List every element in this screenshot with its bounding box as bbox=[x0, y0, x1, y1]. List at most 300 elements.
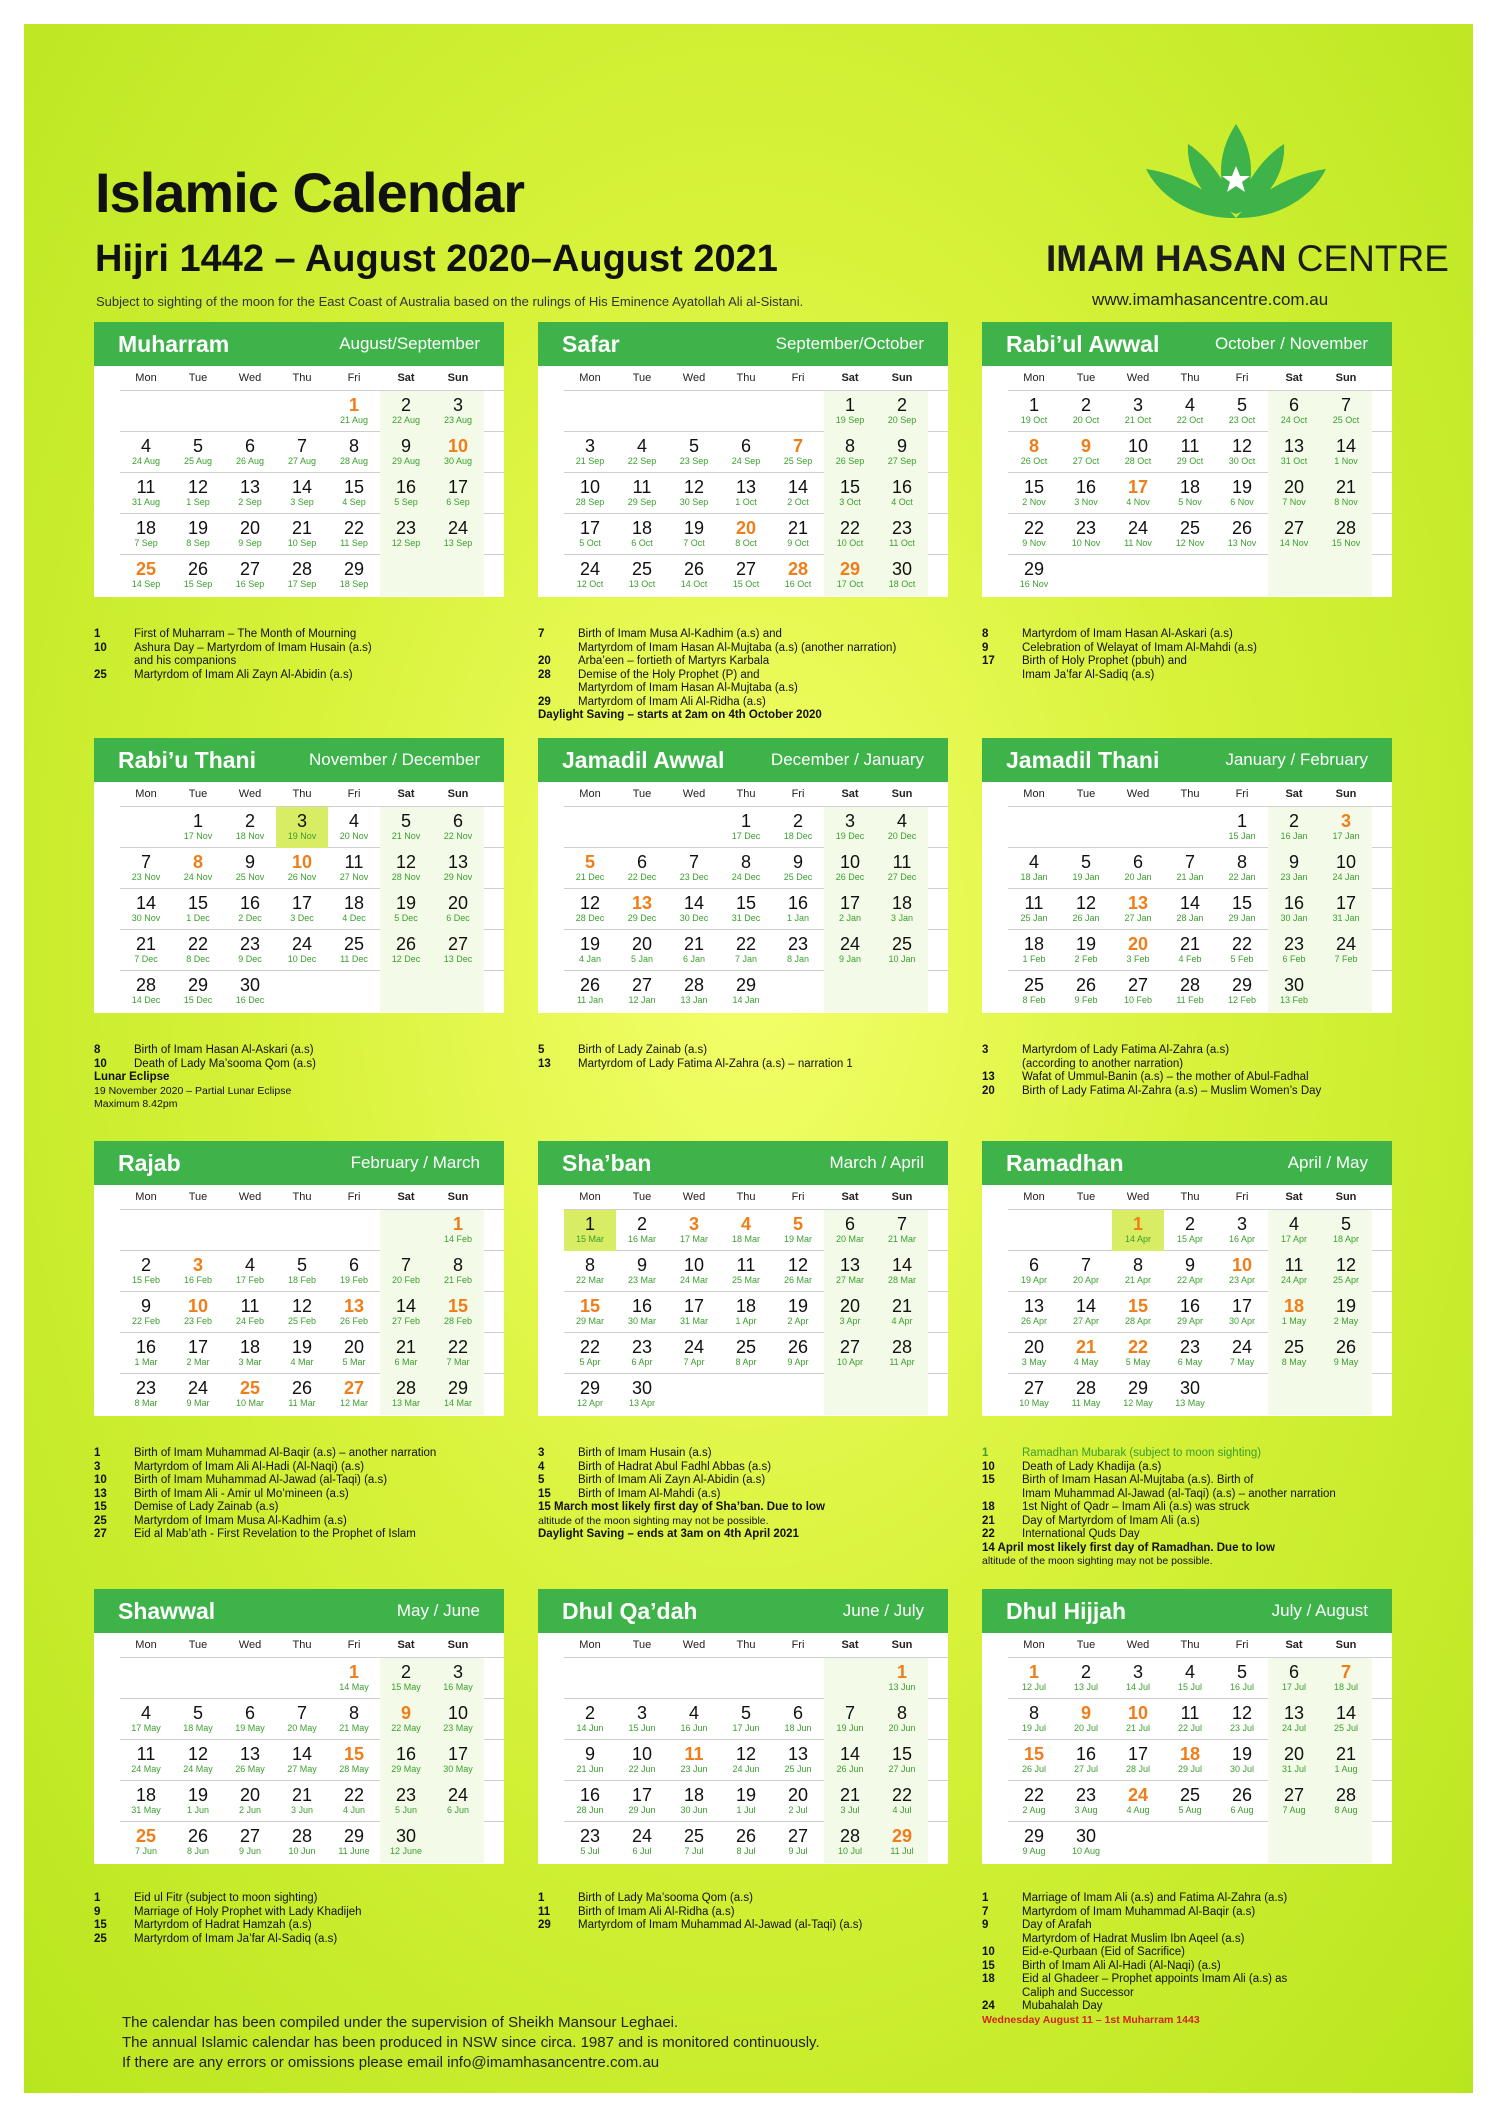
day-cell bbox=[668, 848, 720, 889]
hijri-day: 2 bbox=[400, 395, 411, 415]
weekday-label: Sun bbox=[891, 1639, 913, 1651]
note-line bbox=[982, 1906, 1402, 1920]
day-cell bbox=[172, 1658, 224, 1699]
note-line: Maximum 8.42pm bbox=[94, 1098, 178, 1110]
weekday-label: Thu bbox=[292, 788, 312, 800]
month-name: Safar bbox=[562, 330, 620, 357]
day-cell bbox=[1008, 1210, 1060, 1251]
day-cell bbox=[432, 1210, 484, 1251]
weekday-label: Tue bbox=[1076, 372, 1096, 384]
weekday-label: Tue bbox=[188, 788, 208, 800]
weekday-label: Tue bbox=[188, 1191, 208, 1203]
day-cell bbox=[720, 1699, 772, 1740]
weekday-label: Wed bbox=[682, 788, 706, 800]
day-cell bbox=[1268, 971, 1320, 1012]
gregorian-date: 16 Jan bbox=[1280, 831, 1308, 841]
hijri-day: 9 bbox=[140, 1296, 151, 1316]
hijri-day: 15 bbox=[891, 1744, 913, 1764]
note-day: 29 bbox=[538, 1919, 551, 1931]
gregorian-months: May / June bbox=[396, 1601, 480, 1620]
day-cell bbox=[772, 432, 824, 473]
hijri-day: 11 bbox=[1284, 1255, 1304, 1275]
hijri-day: 29 bbox=[1127, 1378, 1149, 1398]
day-cell bbox=[172, 1822, 224, 1863]
day-cell bbox=[1164, 1822, 1216, 1863]
note-day bbox=[982, 1488, 1022, 1502]
day-cell bbox=[668, 514, 720, 555]
day-cell bbox=[824, 1781, 876, 1822]
day-cell bbox=[1112, 514, 1164, 555]
gregorian-date: 24 Jan bbox=[1332, 872, 1360, 882]
hijri-day: 9 bbox=[400, 436, 411, 456]
gregorian-date: 4 Mar bbox=[290, 1357, 314, 1367]
weeks bbox=[982, 390, 1392, 597]
week-row bbox=[564, 888, 948, 929]
gregorian-date: 27 Mar bbox=[835, 1275, 864, 1285]
weekday-label: Mon bbox=[135, 1639, 157, 1651]
hijri-day: 18 bbox=[135, 1785, 157, 1805]
gregorian-date: 10 May bbox=[1019, 1398, 1049, 1408]
gregorian-date: 16 Jul bbox=[1229, 1682, 1255, 1692]
hijri-day: 14 bbox=[1335, 436, 1357, 456]
gregorian-date: 10 Jul bbox=[837, 1846, 863, 1856]
note-text: Celebration of Welayat of Imam Al-Mahdi (a.s) bbox=[1022, 641, 1257, 654]
day-cell bbox=[720, 930, 772, 971]
note-text: International Quds Day bbox=[1022, 1528, 1140, 1540]
day-cell bbox=[1216, 1374, 1268, 1415]
day-cell bbox=[1268, 514, 1320, 555]
hijri-day: 5 bbox=[792, 1214, 803, 1234]
gregorian-date: 30 Oct bbox=[1228, 456, 1256, 466]
gregorian-date: 7 Sep bbox=[134, 538, 158, 548]
day-cell bbox=[876, 432, 928, 473]
gregorian-date: 23 Oct bbox=[1228, 415, 1256, 425]
note-text: Birth of Imam Muhammad Al-Jawad (al-Taqi) (a.s) bbox=[134, 1474, 388, 1486]
note-day: 28 bbox=[538, 668, 551, 681]
day-cell bbox=[380, 1374, 432, 1415]
day-cell bbox=[1060, 1251, 1112, 1292]
day-cell bbox=[432, 1699, 484, 1740]
hijri-day: 2 bbox=[792, 811, 803, 831]
hijri-day: 8 bbox=[348, 436, 359, 456]
day-cell bbox=[276, 473, 328, 514]
week-row bbox=[120, 513, 504, 554]
footer-line: If there are any errors or omissions please email info@imamhasancentre.com.au bbox=[122, 2054, 660, 2071]
day-cell bbox=[616, 1822, 668, 1863]
gregorian-date: 13 Oct bbox=[628, 579, 656, 589]
hijri-day: 30 bbox=[1283, 975, 1305, 995]
gregorian-date: 2 Nov bbox=[1022, 497, 1046, 507]
hijri-day: 6 bbox=[244, 1703, 255, 1723]
month-block bbox=[982, 1589, 1392, 1864]
weekday-label: Fri bbox=[791, 372, 805, 384]
gregorian-date: 9 Mar bbox=[186, 1398, 210, 1408]
gregorian-date: 1 Mar bbox=[134, 1357, 158, 1367]
month-name: Dhul Hijjah bbox=[1006, 1597, 1127, 1624]
gregorian-date: 9 Dec bbox=[238, 954, 262, 964]
hijri-day: 19 bbox=[395, 893, 417, 913]
day-cell bbox=[668, 391, 720, 432]
note-line bbox=[982, 628, 1402, 642]
note-line bbox=[94, 1461, 514, 1475]
hijri-day: 20 bbox=[343, 1337, 365, 1357]
hijri-day: 29 bbox=[1023, 559, 1045, 579]
weekday-label: Thu bbox=[736, 372, 756, 384]
month-header bbox=[982, 1141, 1392, 1185]
day-cell bbox=[1164, 807, 1216, 848]
day-cell bbox=[328, 514, 380, 555]
day-cell bbox=[1216, 807, 1268, 848]
calendar-page bbox=[24, 24, 1473, 2093]
weekday-label: Fri bbox=[791, 1191, 805, 1203]
gregorian-date: 30 Apr bbox=[1228, 1316, 1256, 1326]
day-cell bbox=[328, 1740, 380, 1781]
day-cell bbox=[172, 1699, 224, 1740]
hijri-day: 22 bbox=[579, 1337, 601, 1357]
hijri-day: 12 bbox=[187, 477, 209, 497]
note-line bbox=[94, 1501, 514, 1515]
gregorian-date: 21 May bbox=[339, 1723, 369, 1733]
hijri-day: 9 bbox=[244, 852, 255, 872]
gregorian-date: 15 Jan bbox=[1228, 831, 1256, 841]
hijri-day: 2 bbox=[244, 811, 255, 831]
month-header bbox=[982, 1589, 1392, 1633]
note-text: Martyrdom of Hadrat Muslim Ibn Aqeel (a.s) bbox=[1022, 1932, 1245, 1945]
gregorian-date: 21 Mar bbox=[887, 1234, 916, 1244]
day-cell bbox=[1060, 807, 1112, 848]
gregorian-date: 11 June bbox=[338, 1846, 370, 1856]
hijri-day: 20 bbox=[631, 934, 653, 954]
note-line bbox=[94, 1447, 514, 1461]
week-row bbox=[1008, 1780, 1392, 1821]
hijri-day: 25 bbox=[135, 1826, 157, 1846]
note-line bbox=[982, 1919, 1402, 1933]
note-line bbox=[94, 1528, 514, 1542]
note-day bbox=[538, 682, 578, 696]
gregorian-date: 11 Apr bbox=[889, 1357, 915, 1367]
gregorian-date: 23 Jun bbox=[680, 1764, 708, 1774]
note-line: Wednesday August 11 – 1st Muharram 1443 bbox=[982, 2013, 1200, 2026]
note-day: 13 bbox=[538, 1057, 551, 1070]
day-cell bbox=[876, 1699, 928, 1740]
day-cell bbox=[720, 889, 772, 930]
day-cell bbox=[432, 848, 484, 889]
day-cell bbox=[380, 889, 432, 930]
gregorian-date: 1 Sep bbox=[186, 497, 210, 507]
month-notes bbox=[982, 1892, 1402, 2027]
day-cell bbox=[1216, 848, 1268, 889]
note-text: Birth of Imam Muhammad Al-Baqir (a.s) – another narration bbox=[134, 1447, 437, 1459]
gregorian-date: 17 Jul bbox=[1281, 1682, 1307, 1692]
note-day: 15 bbox=[538, 1487, 551, 1500]
day-cell bbox=[1216, 555, 1268, 596]
day-cell bbox=[276, 848, 328, 889]
month-notes bbox=[94, 628, 514, 682]
day-cell bbox=[1268, 1699, 1320, 1740]
note-day: 10 bbox=[94, 641, 107, 654]
hijri-day: 15 bbox=[343, 1744, 365, 1764]
gregorian-date: 20 Nov bbox=[339, 831, 369, 841]
hijri-day: 3 bbox=[452, 1662, 463, 1682]
day-cell bbox=[1008, 807, 1060, 848]
hijri-day: 7 bbox=[140, 852, 151, 872]
gregorian-date: 7 Jun bbox=[134, 1846, 158, 1856]
note-line bbox=[982, 1946, 1402, 1960]
day-cell bbox=[224, 930, 276, 971]
day-cell bbox=[824, 1374, 876, 1415]
gregorian-date: 9 Sep bbox=[238, 538, 262, 548]
hijri-day: 24 bbox=[683, 1337, 705, 1357]
hijri-day: 20 bbox=[239, 518, 261, 538]
note-text: Marriage of Holy Prophet with Lady Khadijeh bbox=[134, 1905, 362, 1918]
hijri-day: 25 bbox=[343, 934, 365, 954]
hijri-day: 26 bbox=[787, 1337, 809, 1357]
hijri-day: 24 bbox=[1127, 518, 1149, 538]
hijri-day: 27 bbox=[1283, 1785, 1305, 1805]
week-row bbox=[564, 431, 948, 472]
hijri-day: 22 bbox=[1023, 518, 1045, 538]
gregorian-date: 23 Nov bbox=[131, 872, 161, 882]
day-cell bbox=[616, 473, 668, 514]
day-cell bbox=[432, 432, 484, 473]
hijri-day: 10 bbox=[1127, 1703, 1149, 1723]
hijri-day: 22 bbox=[343, 1785, 365, 1805]
gregorian-date: 11 Feb bbox=[1176, 995, 1204, 1005]
day-cell bbox=[564, 1699, 616, 1740]
hijri-day: 11 bbox=[136, 1744, 156, 1764]
gregorian-date: 28 Nov bbox=[391, 872, 421, 882]
note-text: Eid-e-Qurbaan (Eid of Sacrifice) bbox=[1022, 1946, 1185, 1958]
hijri-day: 20 bbox=[839, 1296, 861, 1316]
weekday-label: Sun bbox=[447, 788, 469, 800]
weekday-row bbox=[982, 1633, 1392, 1657]
note-day: 1 bbox=[982, 1892, 989, 1904]
hijri-day: 26 bbox=[187, 559, 209, 579]
week-row bbox=[564, 847, 948, 888]
hijri-day: 16 bbox=[787, 893, 809, 913]
hijri-day: 15 bbox=[1023, 477, 1045, 497]
day-cell bbox=[1216, 1699, 1268, 1740]
day-cell bbox=[772, 514, 824, 555]
weekday-label: Wed bbox=[1126, 1639, 1150, 1651]
gregorian-date: 23 Dec bbox=[679, 872, 709, 882]
gregorian-date: 23 Feb bbox=[183, 1316, 213, 1326]
day-cell bbox=[1268, 1658, 1320, 1699]
day-cell bbox=[328, 1781, 380, 1822]
website-link[interactable]: www.imamhasancentre.com.au bbox=[1092, 290, 1329, 309]
hijri-day: 25 bbox=[683, 1826, 705, 1846]
gregorian-date: 11 May bbox=[1071, 1398, 1101, 1408]
weekday-label: Thu bbox=[736, 1639, 756, 1651]
weekday-label: Mon bbox=[1023, 372, 1045, 384]
gregorian-date: 6 Oct bbox=[631, 538, 653, 548]
day-cell bbox=[1008, 555, 1060, 596]
day-cell bbox=[172, 1781, 224, 1822]
day-cell bbox=[380, 432, 432, 473]
week-row bbox=[564, 806, 948, 847]
gregorian-date: 14 Jun bbox=[576, 1723, 604, 1733]
hijri-day: 24 bbox=[187, 1378, 209, 1398]
month-name: Shawwal bbox=[118, 1597, 216, 1624]
gregorian-months: August/September bbox=[339, 334, 480, 353]
day-cell bbox=[564, 1374, 616, 1415]
brand-name: IMAM HASAN CENTRE bbox=[1046, 238, 1449, 279]
day-cell bbox=[120, 1822, 172, 1863]
gregorian-date: 23 Apr bbox=[1228, 1275, 1256, 1285]
hijri-day: 14 bbox=[839, 1744, 861, 1764]
note-line bbox=[538, 1461, 958, 1475]
gregorian-date: 23 Aug bbox=[443, 415, 473, 425]
gregorian-date: 15 Mar bbox=[575, 1234, 604, 1244]
month-header bbox=[982, 322, 1392, 366]
hijri-day: 16 bbox=[1283, 893, 1305, 913]
gregorian-date: 28 Feb bbox=[443, 1316, 473, 1326]
note-line: 15 March most likely first day of Sha’ban. Due to low bbox=[538, 1501, 825, 1513]
gregorian-date: 13 Jul bbox=[1073, 1682, 1099, 1692]
note-day bbox=[94, 655, 134, 669]
hijri-day: 15 bbox=[447, 1296, 469, 1316]
day-cell bbox=[1320, 1292, 1372, 1333]
day-cell bbox=[1112, 1740, 1164, 1781]
day-cell bbox=[824, 432, 876, 473]
weeks bbox=[982, 1657, 1392, 1864]
weekday-label: Mon bbox=[1023, 788, 1045, 800]
day-cell bbox=[432, 1292, 484, 1333]
day-cell bbox=[564, 1292, 616, 1333]
day-cell bbox=[172, 432, 224, 473]
day-cell bbox=[1268, 889, 1320, 930]
hijri-day: 23 bbox=[1283, 934, 1305, 954]
day-cell bbox=[120, 514, 172, 555]
note-day bbox=[538, 642, 578, 656]
day-cell bbox=[120, 1333, 172, 1374]
note-line bbox=[538, 1058, 958, 1072]
note-text: Martyrdom of Lady Fatima Al-Zahra (a.s) – narration 1 bbox=[578, 1057, 853, 1070]
hijri-day: 8 bbox=[348, 1703, 359, 1723]
weeks bbox=[538, 806, 948, 1013]
note-line: altitude of the moon sighting may not be possible. bbox=[538, 1514, 769, 1527]
day-cell bbox=[668, 1292, 720, 1333]
note-line bbox=[538, 669, 958, 683]
gregorian-months: March / April bbox=[829, 1153, 924, 1172]
day-cell bbox=[1112, 473, 1164, 514]
hijri-day: 28 bbox=[1179, 975, 1201, 995]
day-cell bbox=[876, 1292, 928, 1333]
gregorian-date: 30 Sep bbox=[679, 497, 709, 507]
week-row bbox=[564, 390, 948, 431]
hijri-day: 3 bbox=[192, 1255, 203, 1275]
day-cell bbox=[120, 432, 172, 473]
gregorian-date: 21 Sep bbox=[575, 456, 605, 466]
weekday-label: Tue bbox=[1076, 788, 1096, 800]
day-cell bbox=[1320, 391, 1372, 432]
gregorian-date: 28 May bbox=[339, 1764, 369, 1774]
day-cell bbox=[1112, 1699, 1164, 1740]
weekday-row bbox=[538, 1185, 948, 1209]
month-grid bbox=[982, 366, 1392, 597]
weekday-label: Fri bbox=[1235, 372, 1249, 384]
day-cell bbox=[120, 1251, 172, 1292]
day-cell bbox=[120, 930, 172, 971]
day-cell bbox=[616, 889, 668, 930]
note-day: 21 bbox=[982, 1514, 995, 1527]
hijri-day: 23 bbox=[891, 518, 913, 538]
hijri-day: 2 bbox=[636, 1214, 647, 1234]
hijri-day: 24 bbox=[631, 1826, 653, 1846]
hijri-day: 19 bbox=[187, 1785, 209, 1805]
day-cell bbox=[328, 971, 380, 1012]
hijri-day: 17 bbox=[579, 518, 601, 538]
day-cell bbox=[1216, 1292, 1268, 1333]
gregorian-date: 26 Sep bbox=[835, 456, 865, 466]
week-row bbox=[1008, 1209, 1392, 1250]
day-cell bbox=[1268, 930, 1320, 971]
hijri-day: 29 bbox=[343, 1826, 365, 1846]
hijri-day: 24 bbox=[579, 559, 601, 579]
hijri-day: 12 bbox=[579, 893, 601, 913]
day-cell bbox=[772, 1374, 824, 1415]
note-day: 24 bbox=[982, 2000, 995, 2012]
month-name: Ramadhan bbox=[1006, 1149, 1124, 1176]
day-cell bbox=[380, 514, 432, 555]
weekday-label: Thu bbox=[1180, 1639, 1200, 1651]
gregorian-date: 31 Mar bbox=[679, 1316, 708, 1326]
note-text: and his companions bbox=[134, 655, 237, 667]
day-cell bbox=[276, 432, 328, 473]
day-cell bbox=[668, 1251, 720, 1292]
month-grid bbox=[982, 782, 1392, 1013]
note-day: 13 bbox=[94, 1487, 107, 1500]
gregorian-date: 7 Jan bbox=[734, 954, 758, 964]
hijri-day: 7 bbox=[792, 436, 803, 456]
day-cell bbox=[1112, 1251, 1164, 1292]
hijri-day: 20 bbox=[1023, 1337, 1045, 1357]
day-cell bbox=[1268, 1251, 1320, 1292]
hijri-day: 10 bbox=[447, 436, 469, 456]
gregorian-date: 25 Mar bbox=[731, 1275, 760, 1285]
day-cell bbox=[616, 555, 668, 596]
day-cell bbox=[564, 889, 616, 930]
day-cell bbox=[1008, 1292, 1060, 1333]
gregorian-date: 19 Jun bbox=[836, 1723, 864, 1733]
week-row bbox=[120, 847, 504, 888]
day-cell bbox=[616, 1292, 668, 1333]
day-cell bbox=[824, 555, 876, 596]
note-text: Martyrdom of Imam Ali Al-Ridha (a.s) bbox=[578, 695, 766, 708]
hijri-day: 22 bbox=[1023, 1785, 1045, 1805]
note-day: 18 bbox=[982, 1501, 995, 1513]
weekday-label: Mon bbox=[579, 372, 601, 384]
hijri-day: 18 bbox=[683, 1785, 705, 1805]
hijri-day: 2 bbox=[1080, 395, 1091, 415]
note-text: Imam Ja’far Al-Sadiq (a.s) bbox=[1022, 668, 1155, 681]
hijri-day: 17 bbox=[291, 893, 313, 913]
gregorian-date: 21 Aug bbox=[339, 415, 369, 425]
page-subtitle: Hijri 1442 – August 2020–August 2021 bbox=[95, 238, 778, 280]
gregorian-date: 9 Aug bbox=[1022, 1846, 1046, 1856]
note-text: Birth of Imam Al-Mahdi (a.s) bbox=[578, 1487, 721, 1500]
hijri-day: 14 bbox=[787, 477, 809, 497]
gregorian-date: 28 Jul bbox=[1125, 1764, 1151, 1774]
note-text: Ashura Day – Martyrdom of Imam Husain (a.s) bbox=[134, 641, 372, 654]
day-cell bbox=[876, 971, 928, 1012]
gregorian-date: 11 Jul bbox=[890, 1846, 914, 1856]
weekday-label: Sun bbox=[891, 1191, 913, 1203]
day-cell bbox=[1112, 1292, 1164, 1333]
gregorian-date: 3 Aug bbox=[1074, 1805, 1098, 1815]
weekday-label: Sat bbox=[841, 1191, 859, 1203]
week-row bbox=[1008, 390, 1392, 431]
